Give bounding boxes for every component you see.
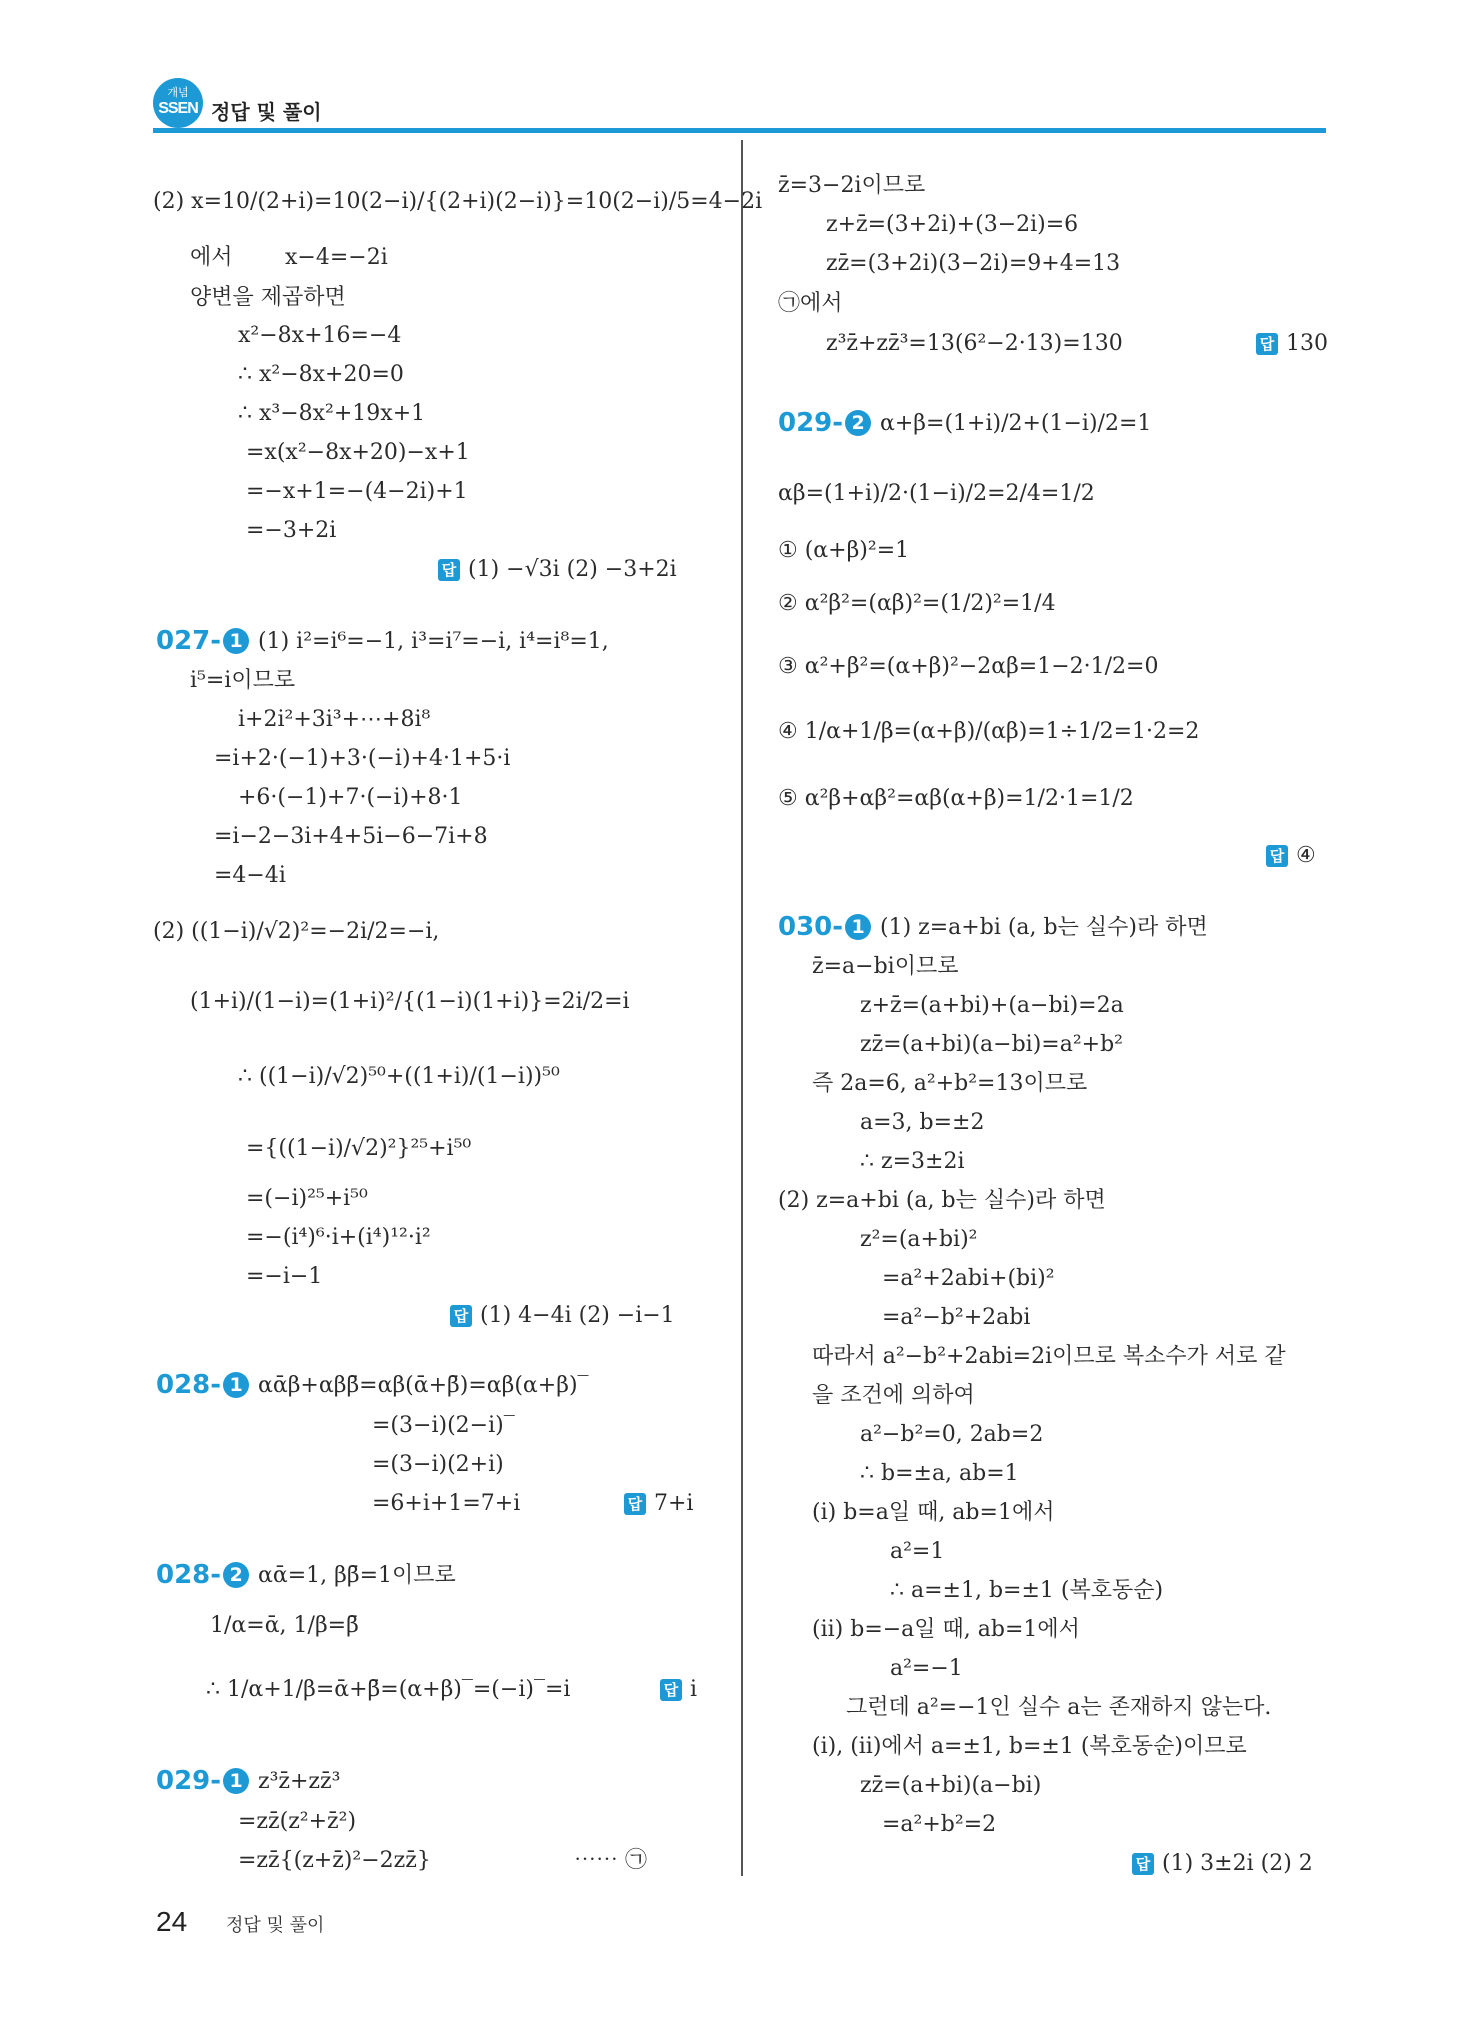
problem-sub-badge: 2	[223, 1562, 249, 1588]
problem-number	[156, 626, 249, 656]
solution-line: ∴ b=±a, ab=1	[860, 1461, 1019, 1486]
solution-line: i+2i²+3i³+⋯+8i⁸	[238, 707, 431, 732]
problem-sub-badge: 1	[223, 1768, 249, 1794]
solution-line: a=3, b=±2	[860, 1110, 985, 1135]
solution-line: =−(i⁴)⁶·i+(i⁴)¹²·i²	[246, 1225, 431, 1250]
solution-line: ∴ z=3±2i	[860, 1149, 965, 1174]
problem-number	[778, 408, 871, 438]
solution-line: z³z̄+zz̄³	[258, 1769, 341, 1794]
column-divider	[741, 140, 743, 1876]
solution-line: (2) ((1−i)/√2)²=−2i/2=−i,	[153, 919, 440, 944]
answer-line	[624, 1490, 693, 1518]
solution-line: i⁵=i이므로	[190, 668, 296, 693]
answer-tag: 답	[450, 1305, 472, 1327]
answer-line	[1266, 842, 1316, 870]
problem-code: 030-	[778, 912, 844, 942]
solution-line: =−x+1=−(4−2i)+1	[246, 479, 468, 504]
solution-line: (1) i²=i⁶=−1, i³=i⁷=−i, i⁴=i⁸=1,	[258, 629, 609, 654]
solution-line: ∴ a=±1, b=±1 (복호동순)	[890, 1578, 1164, 1603]
solution-line: =i+2·(−1)+3·(−i)+4·1+5·i	[214, 746, 511, 771]
solution-line: a²=−1	[890, 1656, 963, 1681]
solution-line: ㉠에서	[778, 291, 843, 316]
solution-line: =(3−i)(2+i)	[372, 1452, 504, 1477]
solution-line: =zz̄(z²+z̄²)	[238, 1809, 357, 1834]
answer-value: 130	[1286, 331, 1328, 356]
solution-line: =x(x²−8x+20)−x+1	[246, 440, 470, 465]
solution-line: ① (α+β)²=1	[778, 538, 910, 563]
problem-code: 028-	[156, 1370, 222, 1400]
solution-line: ② α²β²=(αβ)²=(1/2)²=1/4	[778, 591, 1056, 616]
solution-line: z+z̄=(3+2i)+(3−2i)=6	[826, 212, 1079, 237]
solution-line: =i−2−3i+4+5i−6−7i+8	[214, 824, 488, 849]
answer-value: ④	[1296, 843, 1316, 868]
header-rule	[153, 128, 1326, 133]
solution-line: 양변을 제곱하면	[190, 285, 346, 310]
problem-code: 029-	[778, 408, 844, 438]
solution-line: a²−b²=0, 2ab=2	[860, 1422, 1044, 1447]
solution-line: =zz̄{(z+z̄)²−2zz̄}	[238, 1848, 431, 1873]
problem-number	[156, 1560, 249, 1590]
page-header-title: 정답 및 풀이	[211, 100, 322, 124]
solution-line: ∴ ((1−i)/√2)⁵⁰+((1+i)/(1−i))⁵⁰	[238, 1064, 560, 1089]
solution-line: =a²+b²=2	[882, 1812, 997, 1837]
answer-tag: 답	[624, 1493, 646, 1515]
answer-value: (1) 3±2i (2) 2	[1162, 1851, 1313, 1876]
solution-line: zz̄=(a+bi)(a−bi)	[860, 1773, 1042, 1798]
problem-code: 027-	[156, 626, 222, 656]
solution-line: x−4=−2i	[285, 245, 388, 270]
answer-line	[438, 556, 677, 584]
answer-tag: 답	[660, 1679, 682, 1701]
solution-line: z̄=a−bi이므로	[812, 954, 959, 979]
answer-tag: 답	[1256, 333, 1278, 355]
answer-line	[1256, 330, 1328, 358]
problem-code: 028-	[156, 1560, 222, 1590]
solution-line: ={((1−i)/√2)²}²⁵+i⁵⁰	[246, 1136, 472, 1161]
solution-line: =−i−1	[246, 1264, 323, 1289]
solution-line: =a²+2abi+(bi)²	[882, 1266, 1055, 1291]
solution-line: ④ 1/α+1/β=(α+β)/(αβ)=1÷1/2=1·2=2	[778, 719, 1200, 744]
solution-line: (i), (ii)에서 a=±1, b=±1 (복호동순)이므로	[812, 1734, 1247, 1759]
solution-line: 그런데 a²=−1인 실수 a는 존재하지 않는다.	[846, 1695, 1272, 1720]
solution-line: 을 조건에 의하여	[812, 1383, 975, 1408]
problem-sub-badge: 1	[845, 914, 871, 940]
solution-line: =6+i+1=7+i	[372, 1491, 521, 1516]
answer-tag: 답	[438, 559, 460, 581]
solution-line: ∴ x³−8x²+19x+1	[238, 401, 426, 426]
solution-line: α+β=(1+i)/2+(1−i)/2=1	[880, 411, 1152, 436]
solution-line: 따라서 a²−b²+2abi=2i이므로 복소수가 서로 같	[812, 1344, 1286, 1369]
solution-line: ∴ x²−8x+20=0	[238, 362, 404, 387]
answer-line	[450, 1302, 675, 1330]
solution-line: +6·(−1)+7·(−i)+8·1	[238, 785, 463, 810]
solution-line: 즉 2a=6, a²+b²=13이므로	[812, 1071, 1088, 1096]
answer-value: 7+i	[654, 1491, 694, 1516]
solution-line: z̄=3−2i이므로	[778, 173, 926, 198]
answer-value: (1) −√3i (2) −3+2i	[468, 557, 677, 582]
solution-line: z²=(a+bi)²	[860, 1227, 978, 1252]
solution-line: (i) b=a일 때, ab=1에서	[812, 1500, 1055, 1525]
solution-line: =(3−i)(2−i)‾	[372, 1413, 515, 1438]
solution-line: (1) z=a+bi (a, b는 실수)라 하면	[880, 915, 1208, 940]
problem-number	[778, 912, 871, 942]
brand-logo-bottom: SSEN	[158, 100, 198, 117]
solution-line: x²−8x+16=−4	[238, 323, 402, 348]
brand-logo-top: 개념	[167, 87, 189, 99]
solution-line: z+z̄=(a+bi)+(a−bi)=2a	[860, 993, 1124, 1018]
problem-sub-badge: 1	[223, 628, 249, 654]
solution-line: =4−4i	[214, 863, 286, 888]
solution-line: ③ α²+β²=(α+β)²−2αβ=1−2·1/2=0	[778, 654, 1159, 679]
problem-code: 029-	[156, 1766, 222, 1796]
problem-number	[156, 1766, 249, 1796]
solution-line: αᾱ=1, ββ̄=1이므로	[258, 1563, 456, 1588]
solution-line: z³z̄+zz̄³=13(6²−2·13)=130	[826, 331, 1123, 356]
solution-line: =(−i)²⁵+i⁵⁰	[246, 1186, 368, 1211]
solution-line: ∴ 1/α+1/β=ᾱ+β̄=(α+β)‾=(−i)‾=i	[206, 1677, 571, 1702]
solution-line: (2) x=10/(2+i)=10(2−i)/{(2+i)(2−i)}=10(2−i)/5=4−2i	[153, 189, 763, 214]
answer-value: i	[690, 1677, 698, 1702]
answer-tag: 답	[1132, 1853, 1154, 1875]
solution-line: ⑤ α²β+αβ²=αβ(α+β)=1/2·1=1/2	[778, 786, 1134, 811]
solution-line: 에서	[190, 245, 233, 270]
answer-line	[1132, 1850, 1313, 1878]
answer-value: (1) 4−4i (2) −i−1	[480, 1303, 675, 1328]
solution-line: (ii) b=−a일 때, ab=1에서	[812, 1617, 1080, 1642]
problem-sub-badge: 1	[223, 1372, 249, 1398]
solution-line: zz̄=(a+bi)(a−bi)=a²+b²	[860, 1032, 1123, 1057]
solution-line: a²=1	[890, 1539, 945, 1564]
solution-line: 1/α=ᾱ, 1/β=β̄	[210, 1613, 359, 1638]
problem-number	[156, 1370, 249, 1400]
solution-line: αᾱβ+αββ̄=αβ(ᾱ+β̄)=αβ(α+β)‾	[258, 1373, 589, 1398]
solution-line: =a²−b²+2abi	[882, 1305, 1031, 1330]
problem-sub-badge: 2	[845, 410, 871, 436]
brand-logo	[153, 78, 203, 128]
solution-line: (2) z=a+bi (a, b는 실수)라 하면	[778, 1188, 1106, 1213]
page-number: 24	[156, 1906, 188, 1937]
footer-label: 정답 및 풀이	[226, 1915, 325, 1936]
solution-line: =−3+2i	[246, 518, 337, 543]
solution-line: (1+i)/(1−i)=(1+i)²/{(1−i)(1+i)}=2i/2=i	[190, 989, 630, 1014]
answer-tag: 답	[1266, 845, 1288, 867]
answer-line	[660, 1676, 697, 1704]
solution-line: zz̄=(3+2i)(3−2i)=9+4=13	[826, 251, 1121, 276]
solution-line: αβ=(1+i)/2·(1−i)/2=2/4=1/2	[778, 481, 1095, 506]
equation-marker: ⋯⋯ ㉠	[574, 1848, 647, 1873]
